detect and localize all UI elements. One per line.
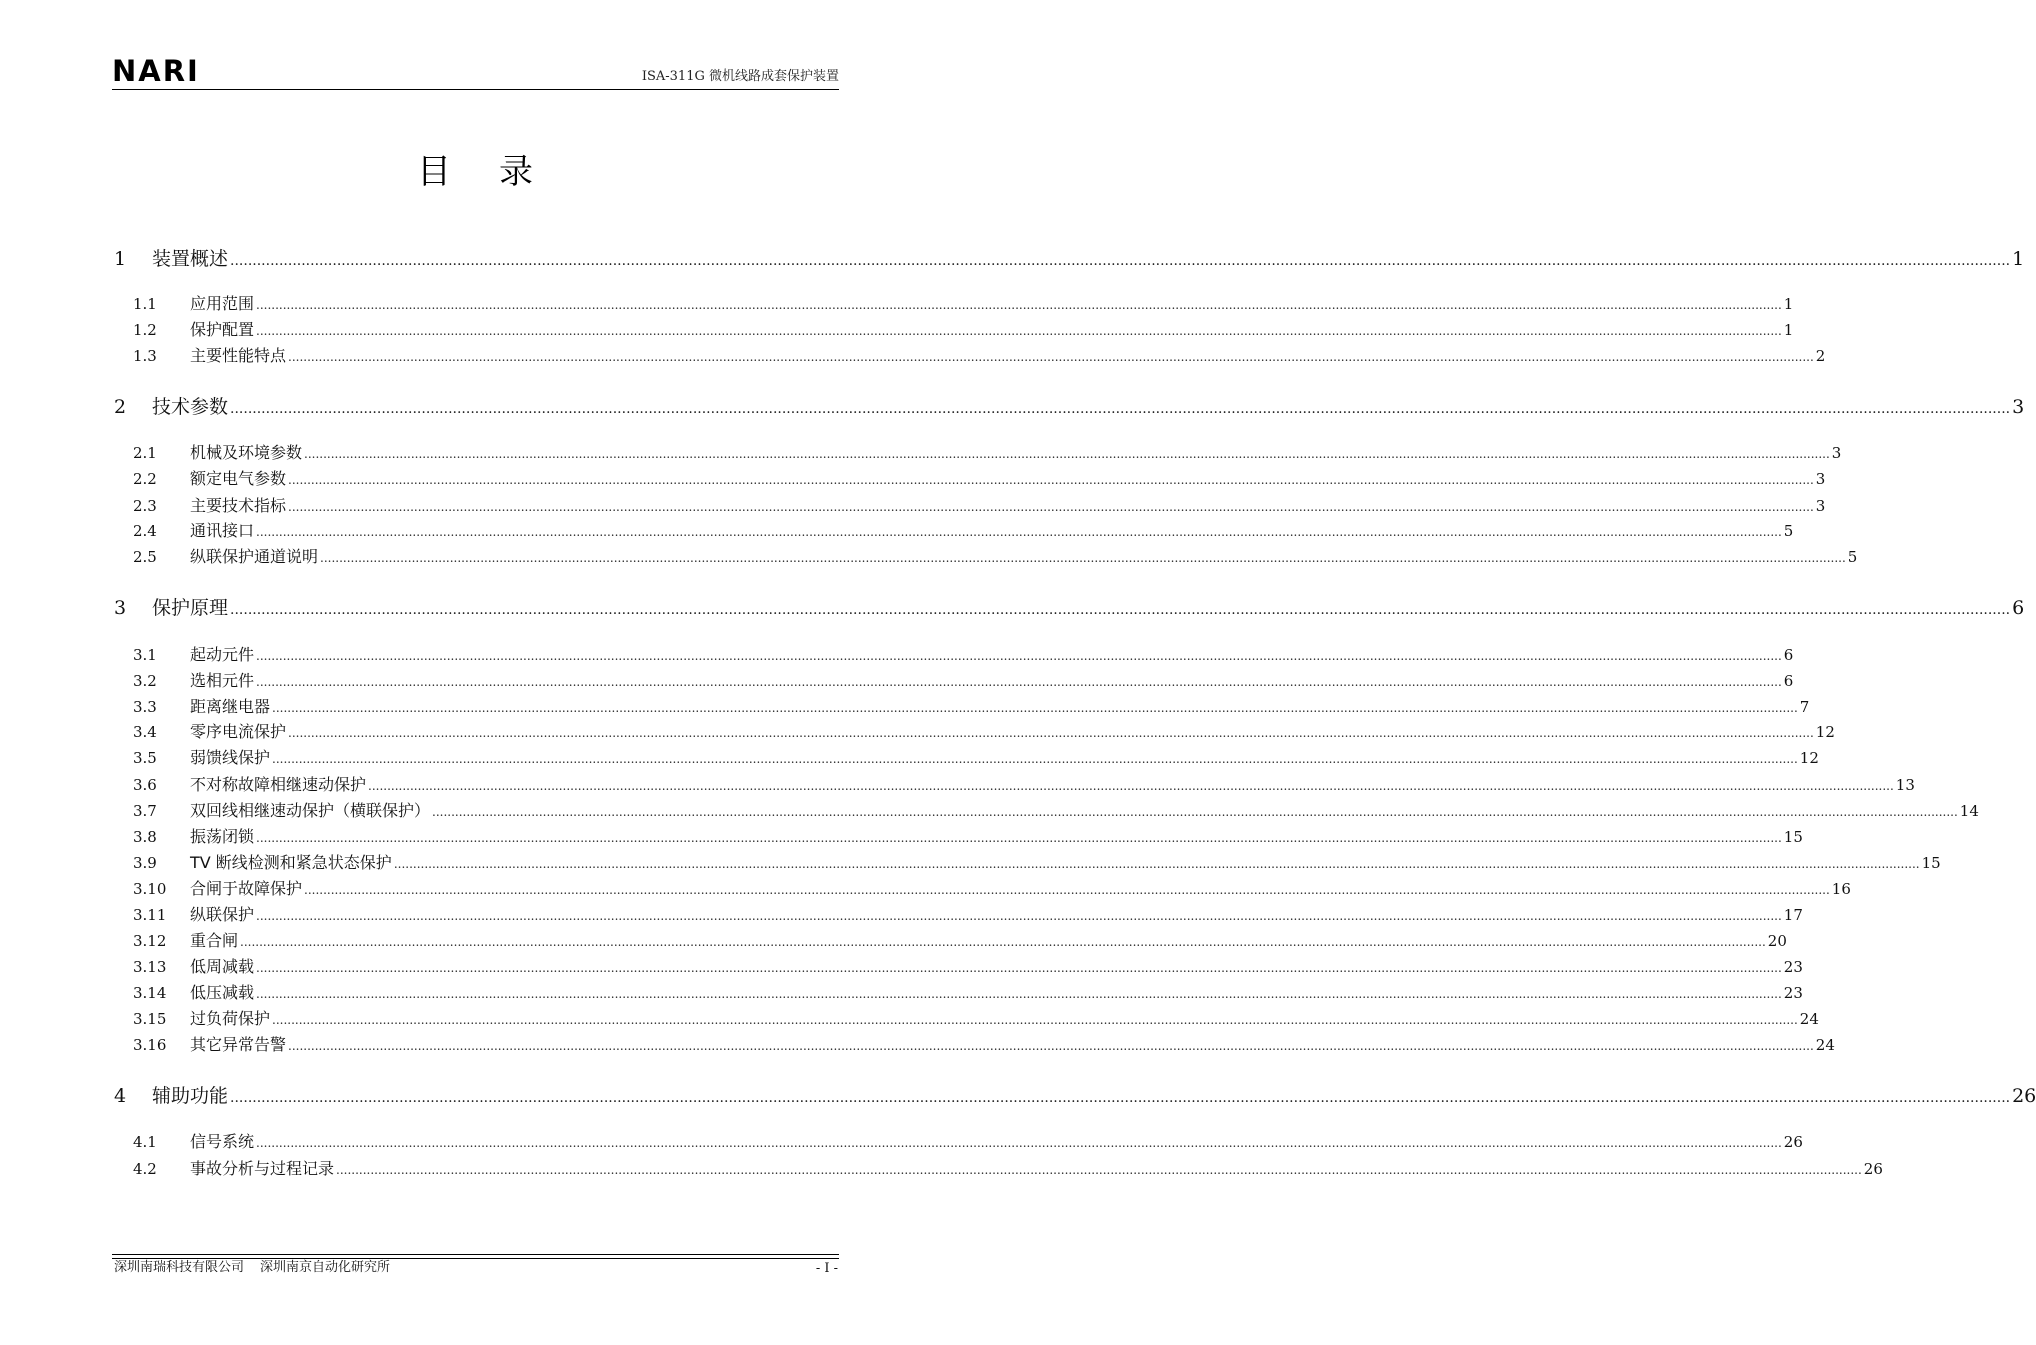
toc-entry-label: 额定电气参数 bbox=[190, 469, 287, 488]
toc-entry-label: 低周减载 bbox=[190, 957, 255, 976]
toc-entry-page: 5 bbox=[1783, 522, 1794, 540]
toc-chapter-entry[interactable] bbox=[114, 594, 2025, 622]
toc-section-entry[interactable] bbox=[133, 877, 1851, 901]
toc-section-entry[interactable] bbox=[133, 929, 1787, 953]
toc-entry-number: 4.2 bbox=[133, 1160, 157, 1178]
toc-section-entry[interactable] bbox=[133, 292, 1794, 316]
toc-section-entry[interactable] bbox=[133, 903, 1803, 927]
toc-entry-label: 主要性能特点 bbox=[190, 346, 287, 365]
toc-leader-dots: ................................................................................................................................................................................................................................................................................................................................................................................................................ bbox=[256, 987, 1782, 1001]
toc-entry-label: 辅助功能 bbox=[152, 1085, 229, 1107]
toc-section-entry[interactable] bbox=[133, 799, 1979, 823]
toc-entry-label: 振荡闭锁 bbox=[190, 827, 255, 846]
toc-leader-dots: ................................................................................................................................................................................................................................................................................................................................................................................................................ bbox=[256, 961, 1782, 975]
toc-leader-dots: ................................................................................................................................................................................................................................................................................................................................................................................................................ bbox=[230, 401, 2011, 417]
toc-section-entry[interactable] bbox=[133, 746, 1819, 770]
toc-entry-page: 14 bbox=[1959, 802, 1979, 820]
toc-entry-page: 23 bbox=[1783, 984, 1803, 1002]
nari-logo: NARI bbox=[112, 54, 200, 88]
toc-section-entry[interactable] bbox=[133, 467, 1826, 491]
toc-entry-number: 3.10 bbox=[133, 880, 167, 898]
footer-page-number: - I - bbox=[815, 1261, 838, 1276]
toc-entry-label: 合闸于故障保护 bbox=[190, 879, 303, 898]
toc-entry-number: 4 bbox=[114, 1085, 127, 1107]
toc-section-entry[interactable] bbox=[133, 494, 1826, 518]
toc-entry-label: 不对称故障相继速动保护 bbox=[190, 775, 367, 794]
toc-entry-page: 17 bbox=[1783, 906, 1803, 924]
toc-entry-label: 技术参数 bbox=[152, 396, 229, 418]
toc-section-entry[interactable] bbox=[133, 1007, 1819, 1031]
toc-entry-page: 26 bbox=[2012, 1085, 2036, 1107]
toc-section-entry[interactable] bbox=[133, 825, 1803, 849]
toc-entry-label: 低压减载 bbox=[190, 983, 255, 1002]
toc-leader-dots: ................................................................................................................................................................................................................................................................................................................................................................................................................ bbox=[256, 649, 1782, 663]
toc-section-entry[interactable] bbox=[133, 1033, 1835, 1057]
toc-entry-label: 信号系统 bbox=[190, 1132, 255, 1151]
toc-entry-number: 2.4 bbox=[133, 522, 157, 540]
toc-entry-label: 装置概述 bbox=[152, 248, 229, 270]
toc-entry-label: 其它异常告警 bbox=[190, 1035, 287, 1054]
toc-entry-page: 1 bbox=[2012, 248, 2025, 270]
toc-entry-number: 3 bbox=[114, 597, 127, 619]
toc-leader-dots: ................................................................................................................................................................................................................................................................................................................................................................................................................ bbox=[432, 805, 1958, 819]
toc-section-entry[interactable] bbox=[133, 1130, 1803, 1154]
toc-entry-page: 15 bbox=[1783, 828, 1803, 846]
toc-entry-number: 1.3 bbox=[133, 347, 157, 365]
toc-leader-dots: ................................................................................................................................................................................................................................................................................................................................................................................................................ bbox=[256, 525, 1782, 539]
toc-entry-page: 20 bbox=[1767, 932, 1787, 950]
toc-entry-number: 3.3 bbox=[133, 698, 157, 716]
toc-section-entry[interactable] bbox=[133, 545, 1858, 569]
toc-entry-page: 6 bbox=[1783, 672, 1794, 690]
toc-entry-label: 保护原理 bbox=[152, 597, 229, 619]
toc-entry-number: 3.6 bbox=[133, 776, 157, 794]
toc-section-entry[interactable] bbox=[133, 955, 1803, 979]
toc-section-entry[interactable] bbox=[133, 318, 1794, 342]
toc-leader-dots: ................................................................................................................................................................................................................................................................................................................................................................................................................ bbox=[288, 473, 1814, 487]
toc-leader-dots: ................................................................................................................................................................................................................................................................................................................................................................................................................ bbox=[304, 883, 1830, 897]
toc-section-entry[interactable] bbox=[133, 643, 1794, 667]
toc-entry-label: 弱馈线保护 bbox=[190, 748, 271, 767]
toc-leader-dots: ................................................................................................................................................................................................................................................................................................................................................................................................................ bbox=[256, 298, 1782, 312]
toc-leader-dots: ................................................................................................................................................................................................................................................................................................................................................................................................................ bbox=[272, 1013, 1798, 1027]
toc-leader-dots: ................................................................................................................................................................................................................................................................................................................................................................................................................ bbox=[320, 551, 1846, 565]
toc-entry-number: 3.4 bbox=[133, 723, 157, 741]
toc-entry-page: 3 bbox=[2012, 396, 2025, 418]
toc-entry-number: 3.12 bbox=[133, 932, 167, 950]
toc-entry-page: 1 bbox=[1783, 295, 1794, 313]
toc-entry-page: 5 bbox=[1847, 548, 1858, 566]
toc-entry-label: 选相元件 bbox=[190, 671, 255, 690]
toc-entry-label: 事故分析与过程记录 bbox=[190, 1159, 335, 1178]
toc-title: 目录 bbox=[417, 152, 581, 192]
footer-rule-thick bbox=[112, 1254, 839, 1255]
toc-entry-number: 2.1 bbox=[133, 444, 157, 462]
toc-entry-label: 应用范围 bbox=[190, 294, 255, 313]
toc-entry-page: 6 bbox=[2012, 597, 2025, 619]
toc-entry-number: 3.13 bbox=[133, 958, 167, 976]
toc-leader-dots: ................................................................................................................................................................................................................................................................................................................................................................................................................ bbox=[230, 602, 2011, 618]
toc-section-entry[interactable] bbox=[133, 851, 1941, 875]
toc-leader-dots: ................................................................................................................................................................................................................................................................................................................................................................................................................ bbox=[393, 857, 1920, 871]
footer-company-1: 深圳南瑞科技有限公司 bbox=[114, 1260, 245, 1275]
toc-chapter-entry[interactable] bbox=[114, 245, 2025, 273]
toc-entry-label: 过负荷保护 bbox=[190, 1009, 271, 1028]
toc-leader-dots: ................................................................................................................................................................................................................................................................................................................................................................................................................ bbox=[288, 726, 1814, 740]
toc-section-entry[interactable] bbox=[133, 519, 1794, 543]
toc-section-entry[interactable] bbox=[133, 773, 1915, 797]
toc-entry-number: 3.8 bbox=[133, 828, 157, 846]
toc-entry-page: 12 bbox=[1815, 723, 1835, 741]
toc-leader-dots: ................................................................................................................................................................................................................................................................................................................................................................................................................ bbox=[336, 1163, 1862, 1177]
toc-entry-number: 1 bbox=[114, 248, 127, 270]
toc-entry-number: 3.7 bbox=[133, 802, 157, 820]
toc-entry-page: 3 bbox=[1831, 444, 1842, 462]
toc-leader-dots: ................................................................................................................................................................................................................................................................................................................................................................................................................ bbox=[272, 752, 1798, 766]
page-header bbox=[112, 56, 839, 92]
toc-entry-number: 3.15 bbox=[133, 1010, 167, 1028]
toc-entry-page: 3 bbox=[1815, 497, 1826, 515]
toc-leader-dots: ................................................................................................................................................................................................................................................................................................................................................................................................................ bbox=[256, 675, 1782, 689]
toc-leader-dots: ................................................................................................................................................................................................................................................................................................................................................................................................................ bbox=[288, 1039, 1814, 1053]
toc-entry-label: 双回线相继速动保护（横联保护） bbox=[190, 801, 431, 820]
toc-section-entry[interactable] bbox=[133, 1157, 1883, 1181]
toc-chapter-entry[interactable] bbox=[114, 1082, 2036, 1110]
toc-entry-page: 13 bbox=[1895, 776, 1915, 794]
toc-leader-dots: ................................................................................................................................................................................................................................................................................................................................................................................................................ bbox=[240, 935, 1766, 949]
toc-leader-dots: ................................................................................................................................................................................................................................................................................................................................................................................................................ bbox=[256, 1136, 1782, 1150]
toc-entry-number: 2 bbox=[114, 396, 127, 418]
toc-entry-label: 距离继电器 bbox=[190, 697, 271, 716]
toc-entry-label: 保护配置 bbox=[190, 320, 255, 339]
toc-entry-label: 通讯接口 bbox=[190, 521, 255, 540]
toc-entry-page: 1 bbox=[1783, 321, 1794, 339]
toc-entry-label: 纵联保护通道说明 bbox=[190, 547, 319, 566]
toc-entry-number: 1.2 bbox=[133, 321, 157, 339]
toc-entry-page: 2 bbox=[1815, 347, 1826, 365]
toc-leader-dots: ................................................................................................................................................................................................................................................................................................................................................................................................................ bbox=[288, 350, 1814, 364]
toc-section-entry[interactable] bbox=[133, 441, 1842, 465]
toc-entry-number: 3.9 bbox=[133, 854, 157, 872]
toc-entry-label: TV 断线检测和紧急状态保护 bbox=[190, 853, 392, 872]
toc-leader-dots: ................................................................................................................................................................................................................................................................................................................................................................................................................ bbox=[288, 500, 1814, 514]
toc-section-entry[interactable] bbox=[133, 344, 1826, 368]
toc-entry-number: 2.2 bbox=[133, 470, 157, 488]
toc-entry-label: 零序电流保护 bbox=[190, 722, 287, 741]
header-title: ISA-311G 微机线路成套保护装置 bbox=[641, 69, 839, 84]
toc-entry-number: 4.1 bbox=[133, 1133, 157, 1151]
toc-leader-dots: ................................................................................................................................................................................................................................................................................................................................................................................................................ bbox=[304, 447, 1830, 461]
toc-entry-label: 纵联保护 bbox=[190, 905, 255, 924]
toc-entry-page: 15 bbox=[1921, 854, 1941, 872]
toc-entry-number: 2.5 bbox=[133, 548, 157, 566]
toc-entry-number: 3.14 bbox=[133, 984, 167, 1002]
toc-leader-dots: ................................................................................................................................................................................................................................................................................................................................................................................................................ bbox=[256, 324, 1782, 338]
toc-entry-number: 3.16 bbox=[133, 1036, 167, 1054]
toc-entry-page: 26 bbox=[1863, 1160, 1883, 1178]
toc-leader-dots: ................................................................................................................................................................................................................................................................................................................................................................................................................ bbox=[230, 1090, 2011, 1106]
toc-leader-dots: ................................................................................................................................................................................................................................................................................................................................................................................................................ bbox=[368, 779, 1894, 793]
footer-company-2: 深圳南京自动化研究所 bbox=[260, 1260, 391, 1275]
toc-section-entry[interactable] bbox=[133, 695, 1810, 719]
toc-entry-number: 3.1 bbox=[133, 646, 157, 664]
toc-entry-page: 24 bbox=[1815, 1036, 1835, 1054]
toc-entry-page: 26 bbox=[1783, 1133, 1803, 1151]
footer-companies bbox=[114, 1259, 390, 1277]
toc-section-entry[interactable] bbox=[133, 981, 1803, 1005]
toc-entry-page: 16 bbox=[1831, 880, 1851, 898]
toc-entry-page: 24 bbox=[1799, 1010, 1819, 1028]
toc-entry-number: 1.1 bbox=[133, 295, 157, 313]
toc-entry-number: 3.2 bbox=[133, 672, 157, 690]
toc-leader-dots: ................................................................................................................................................................................................................................................................................................................................................................................................................ bbox=[256, 831, 1782, 845]
toc-leader-dots: ................................................................................................................................................................................................................................................................................................................................................................................................................ bbox=[256, 909, 1782, 923]
header-rule bbox=[112, 89, 839, 90]
toc-entry-label: 起动元件 bbox=[190, 645, 255, 664]
toc-entry-label: 机械及环境参数 bbox=[190, 443, 303, 462]
toc-entry-label: 重合闸 bbox=[190, 931, 239, 950]
toc-entry-page: 6 bbox=[1783, 646, 1794, 664]
toc-entry-page: 3 bbox=[1815, 470, 1826, 488]
toc-entry-number: 2.3 bbox=[133, 497, 157, 515]
toc-entry-number: 3.11 bbox=[133, 906, 167, 924]
toc-entry-page: 23 bbox=[1783, 958, 1803, 976]
toc-section-entry[interactable] bbox=[133, 669, 1794, 693]
toc-leader-dots: ................................................................................................................................................................................................................................................................................................................................................................................................................ bbox=[230, 253, 2011, 269]
toc-chapter-entry[interactable] bbox=[114, 393, 2025, 421]
toc-leader-dots: ................................................................................................................................................................................................................................................................................................................................................................................................................ bbox=[272, 701, 1798, 715]
toc-entry-page: 7 bbox=[1799, 698, 1810, 716]
toc-entry-page: 12 bbox=[1799, 749, 1819, 767]
toc-entry-label: 主要技术指标 bbox=[190, 496, 287, 515]
toc-entry-number: 3.5 bbox=[133, 749, 157, 767]
toc-section-entry[interactable] bbox=[133, 720, 1835, 744]
